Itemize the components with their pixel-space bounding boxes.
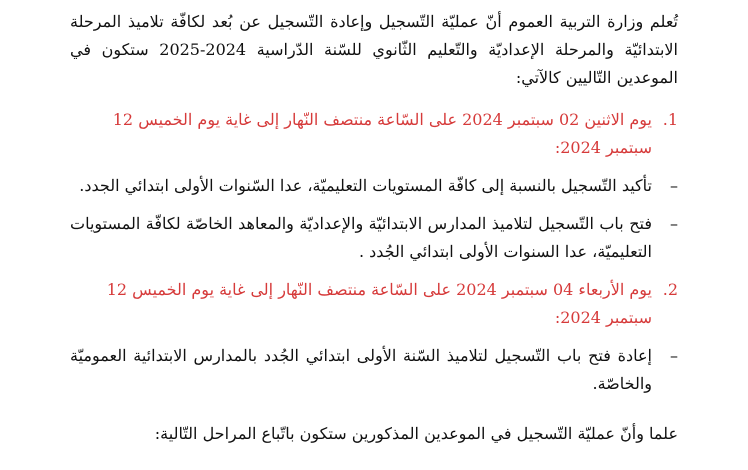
schedule-heading-text-2: يوم الأربعاء 04 سبتمبر 2024 على السّاعة منتصف النّهار إلى غاية يوم الخميس 12 سبتمبر 2024:	[106, 280, 652, 327]
bullet-text: فتح باب التّسجيل لتلاميذ المدارس الابتدائيّة والإعداديّة والمعاهد الخاصّة لكافّة المستويات التعليميّة، عدا السنوات الأولى ابتدائي الجُدد .	[70, 214, 652, 261]
schedule-number-2: 2.	[662, 280, 678, 299]
schedule-heading-2	[70, 276, 678, 332]
schedule-1-bullet-1	[70, 172, 678, 200]
dash-bullet-icon: –	[670, 214, 678, 233]
dash-bullet-icon: –	[670, 176, 678, 195]
document-body	[70, 8, 678, 464]
dash-bullet-icon: –	[670, 346, 678, 365]
closing-paragraph: علما وأنّ عمليّة التّسجيل في الموعدين المذكورين ستكون باتّباع المراحل التّالية:	[154, 424, 678, 443]
schedule-heading-1	[70, 106, 678, 162]
schedule-heading-text-1: يوم الاثنين 02 سبتمبر 2024 على السّاعة منتصف النّهار إلى غاية يوم الخميس 12 سبتمبر 2024:	[112, 110, 652, 157]
schedule-item-1	[70, 106, 678, 266]
schedule-number-1: 1.	[662, 110, 678, 129]
intro-paragraph: تُعلم وزارة التربية العموم أنّ عمليّة التّسجيل وإعادة التّسجيل عن بُعد لكافّة تلاميذ المرحلة الابتدائيّة والمرحلة الإعداديّة والتّعليم الثّانوي للسّنة الدّراسية 2024-2025 ستكون في الموعدين التّاليين كالآتي:	[70, 12, 678, 87]
schedule-item-2	[70, 276, 678, 398]
schedule-1-bullet-2	[70, 210, 678, 266]
bullet-text: تأكيد التّسجيل بالنسبة إلى كافّة المستويات التعليميّة، عدا السّنوات الأولى ابتدائي الجدد.	[79, 176, 652, 195]
schedule-2-bullet-1	[70, 342, 678, 398]
bullet-text: إعادة فتح باب التّسجيل لتلاميذ السّنة الأولى ابتدائي الجُدد بالمدارس الابتدائية العموميّة والخاصّة.	[70, 346, 652, 393]
